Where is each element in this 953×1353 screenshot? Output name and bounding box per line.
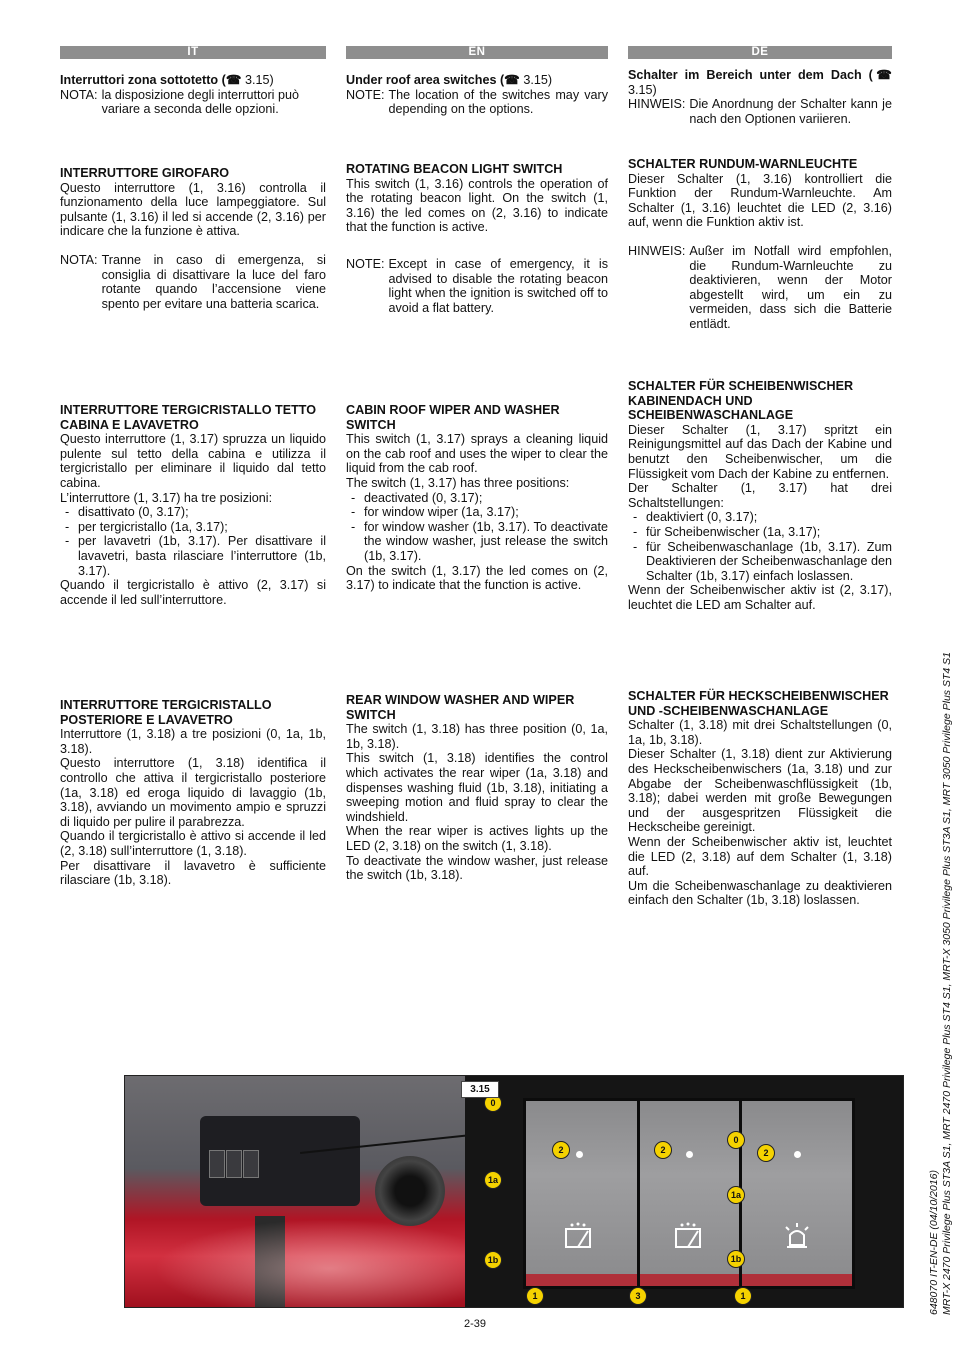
- callout-2: 2: [552, 1141, 570, 1159]
- switch-beacon: [739, 1098, 855, 1289]
- heading-intro-it: Interruttori zona sottotetto (☎ 3.15): [60, 73, 274, 87]
- figure-label: 3.15: [461, 1081, 499, 1098]
- paragraph: Dieser Schalter (1, 3.18) dient zur Aktivierung des Heckscheibenwischers (1a, 3.18) und zur Abgabe der Scheibenwaschflüssigkeit (1b, 3.18); dabei werden mit große Bewegungen und der ausgespritzen Flüssigkeit die Heckscheibe gereinigt.: [628, 747, 892, 835]
- position-list-de: [628, 510, 892, 583]
- camera-icon: ☎: [504, 73, 520, 87]
- heading-beacon-it: INTERRUTTORE GIROFARO: [60, 166, 230, 180]
- callout-2: 2: [757, 1144, 775, 1162]
- heading-intro-de: Schalter im Bereich unter dem Dach (☎ 3.15): [628, 68, 892, 97]
- note-it: NOTA: la disposizione degli interruttori può variare a seconda delle opzioni.: [60, 87, 299, 117]
- callout-2: 2: [654, 1141, 672, 1159]
- paragraph: Interruttore (1, 3.18) a tre posizioni (0, 1a, 1b, 3.18).: [60, 727, 326, 756]
- paragraph: This switch (1, 3.18) identifies the control which activates the rear wiper (1a, 3.18) and dispenses washing fluid (1b, 3.18), initiating a sweeping motion and fluid spray to clear the windshield.: [346, 751, 608, 824]
- callout-1: 1: [526, 1287, 544, 1305]
- note-beacon-it: NOTA: Tranne in caso di emergenza, si consiglia di disattivare la luce del faro rotante quando l’accensione viene spento per evitare una batteria scarica.: [60, 252, 326, 311]
- section-beacon-it: [60, 166, 326, 311]
- heading-beacon-de: SCHALTER RUNDUM-WARNLEUCHTE: [628, 157, 858, 171]
- wiper-icon: [562, 1221, 596, 1251]
- paragraph: Questo interruttore (1, 3.16) controlla il funzionamento della luce lampeggiatore. Sul pulsante (1, 3.16) il led si accende (2, 3.16) per indicare che la funzione è attiva.: [60, 180, 326, 239]
- paragraph: Wenn der Scheibenwischer aktiv ist (2, 3.17), leuchtet die LED am Schalter auf.: [628, 583, 892, 612]
- language-header-it: IT: [60, 46, 326, 59]
- heading-roof-wiper-de: SCHALTER FÜR SCHEIBENWISCHER KABINENDACH UND SCHEIBENWASCHANLAGE: [628, 379, 854, 423]
- list-item: - deaktiviert (0, 3.17);: [628, 510, 892, 525]
- list-item: - for window wiper (1a, 3.17);: [346, 505, 608, 520]
- note-de: HINWEIS: Die Anordnung der Schalter kann je nach den Optionen variieren.: [628, 97, 892, 126]
- section-roof-wiper-it: [60, 403, 326, 607]
- camera-icon: ☎: [872, 68, 892, 82]
- list-item: - per lavavetri (1b, 3.17). Per disattivare il lavavetri, basta rilasciare l’interruttore (1b, 3.17).: [60, 534, 326, 578]
- callout-0: 0: [727, 1131, 745, 1149]
- paragraph: Dieser Schalter (1, 3.17) spritzt ein Reinigungsmittel auf das Dach der Kabine und benutzt den Scheibenwischer, um die Flüssigkeit vom Dach der Kabine zu entfernen.: [628, 422, 892, 481]
- paragraph: Um die Scheibenwaschanlage zu deaktivieren einfach den Schalter (1b, 3.18) loslassen.: [628, 878, 892, 908]
- column-it: [60, 46, 326, 888]
- highlight: [125, 1211, 465, 1307]
- intro-de: [628, 68, 892, 126]
- section-beacon-en: [346, 162, 608, 315]
- intro-en: [346, 73, 608, 117]
- switch-roof-wiper: [523, 1098, 641, 1289]
- wiper-icon: [672, 1221, 706, 1251]
- paragraph: Per disattivare il lavavetro è sufficiente rilasciare (1b, 3.18).: [60, 858, 326, 888]
- camera-icon: ☎: [225, 73, 242, 87]
- callout-3: 3: [629, 1287, 647, 1305]
- cab-photo: [125, 1076, 465, 1307]
- list-item: - for window washer (1b, 3.17). To deactivate the window washer, just release the switch (1b, 3.17).: [346, 520, 608, 564]
- paragraph: Wenn der Scheibenwischer aktiv ist, leuchtet die LED (2, 3.18) auf dem Schalter (1, 3.18) auf.: [628, 834, 892, 879]
- language-header-en: EN: [346, 46, 608, 59]
- photo-switch: [226, 1150, 242, 1178]
- callout-1a: 1a: [484, 1171, 502, 1189]
- paragraph: The switch (1, 3.17) has three positions:: [346, 475, 570, 490]
- photo-switch: [209, 1150, 225, 1178]
- paragraph: On the switch (1, 3.17) the led comes on (2, 3.17) to indicate that the function is active.: [346, 563, 608, 593]
- beacon-icon: [780, 1221, 814, 1251]
- side-footer: [928, 652, 953, 1315]
- callout-1a: 1a: [727, 1186, 745, 1204]
- figure-switches: [124, 1075, 904, 1308]
- list-item: - deactivated (0, 3.17);: [346, 491, 608, 506]
- model-list: MRT-X 2470 Privilege Plus ST3A S1, MRT 2470 Privilege Plus ST4 S1, MRT-X 3050 Privilege Plus ST3A S1, MRT 3050 Privilege Plus ST4 S1: [940, 652, 953, 1315]
- heading-intro-en: Under roof area switches (☎ 3.15): [346, 73, 553, 87]
- heading-beacon-en: ROTATING BEACON LIGHT SWITCH: [346, 162, 563, 176]
- heading-rear-wiper-de: SCHALTER FÜR HECKSCHEIBENWISCHER UND -SCHEIBENWASCHANLAGE: [628, 689, 889, 718]
- heading-rear-wiper-en: REAR WINDOW WASHER AND WIPER SWITCH: [346, 693, 575, 722]
- paragraph: Questo interruttore (1, 3.17) spruzza un liquido pulente sul tetto della cabina e utilizza il tergicristallo per eliminare il liquido dal tetto cabina.: [60, 432, 326, 490]
- section-roof-wiper-de: [628, 379, 892, 613]
- heading-roof-wiper-en: CABIN ROOF WIPER AND WASHER SWITCH: [346, 403, 560, 432]
- switch-closeup: [465, 1076, 903, 1307]
- column-en: [346, 46, 608, 883]
- section-beacon-de: [628, 157, 892, 332]
- list-item: - per tergicristallo (1a, 3.17);: [60, 520, 326, 535]
- led-indicator: [686, 1151, 693, 1158]
- led-indicator: [794, 1151, 801, 1158]
- column-de: [628, 46, 892, 908]
- note-beacon-en: NOTE: Except in case of emergency, it is advised to disable the rotating beacon light when the ignition is switched off to avoid a flat battery.: [346, 256, 608, 315]
- section-rear-wiper-en: [346, 693, 608, 883]
- paragraph: Quando il tergicristallo è attivo (2, 3.17) si accende il led sull’interruttore.: [60, 578, 326, 607]
- paragraph: Dieser Schalter (1, 3.16) kontrolliert die Funktion der Rundum-Warnleuchte. Am Schalter (1, 3.16) leuchtet die LED (2, 3.16) auf, wenn die Funktion aktiv ist.: [628, 171, 892, 230]
- heading-rear-wiper-it: INTERRUTTORE TERGICRISTALLO POSTERIORE E LAVAVETRO: [60, 698, 272, 727]
- note-en: NOTE: The location of the switches may vary depending on the options.: [346, 87, 608, 117]
- red-strip: [742, 1274, 852, 1286]
- paragraph: This switch (1, 3.17) sprays a cleaning liquid on the cab roof and uses the wiper to clear the liquid from the cab roof.: [346, 432, 608, 476]
- paragraph: To deactivate the window washer, just release the switch (1b, 3.18).: [346, 853, 608, 883]
- heading-roof-wiper-it: INTERRUTTORE TERGICRISTALLO TETTO CABINA E LAVAVETRO: [60, 403, 317, 432]
- red-strip: [640, 1274, 740, 1286]
- position-list-en: [346, 491, 608, 564]
- list-item: - disattivato (0, 3.17);: [60, 505, 326, 520]
- language-header-de: DE: [628, 46, 892, 59]
- paragraph: Schalter (1, 3.18) mit drei Schaltstellungen (0, 1a, 1b, 3.18).: [628, 718, 892, 747]
- section-rear-wiper-de: [628, 689, 892, 908]
- paragraph: L’interruttore (1, 3.17) ha tre posizioni:: [60, 490, 273, 505]
- callout-0: 0: [484, 1094, 502, 1112]
- callout-1b: 1b: [727, 1250, 745, 1268]
- led-indicator: [576, 1151, 583, 1158]
- paragraph: Der Schalter (1, 3.17) hat drei Schaltstellungen:: [628, 481, 892, 510]
- list-item: - für Scheibenwaschanlage (1b, 3.17). Zum Deaktivieren der Scheibenwaschanlage den Schalter (1b, 3.17) einfach loslassen.: [628, 540, 892, 584]
- paragraph: Questo interruttore (1, 3.18) identifica il controllo che attiva il tergicristallo posteriore (1a, 3.18) ed eroga liquido di lavaggio (1b, 3.18), avviando un movimento ampio e spruzzi di liquido per pulire il parabrezza.: [60, 756, 326, 829]
- paragraph: The switch (1, 3.18) has three position (0, 1a, 1b, 3.18).: [346, 722, 608, 751]
- page-number: 2-39: [463, 1318, 487, 1330]
- callout-1: 1: [734, 1287, 752, 1305]
- red-strip: [526, 1274, 638, 1286]
- paragraph: When the rear wiper is actives lights up the LED (2, 3.18) on the switch (1, 3.18).: [346, 824, 608, 853]
- section-roof-wiper-en: [346, 403, 608, 593]
- section-rear-wiper-it: [60, 698, 326, 888]
- document-code: 648070 IT-EN-DE (04/10/2016): [928, 1170, 940, 1315]
- position-list-it: [60, 505, 326, 578]
- callout-1b: 1b: [484, 1251, 502, 1269]
- list-item: - für Scheibenwischer (1a, 3.17);: [628, 525, 892, 540]
- photo-switch: [243, 1150, 259, 1178]
- paragraph: This switch (1, 3.16) controls the operation of the rotating beacon light. On the switch (1, 3.16) the led comes on (2, 3.16) to indicate that the function is active.: [346, 176, 608, 235]
- note-beacon-de: HINWEIS: Außer im Notfall wird empfohlen, die Rundum-Warnleuchte zu deaktivieren, wenn der Motor abgestellt wird, um ein zu vermeiden, dass sich die Batterie entlädt.: [628, 243, 892, 331]
- intro-it: [60, 73, 326, 117]
- paragraph: Quando il tergicristallo è attivo si accende il led (2, 3.18) sull’interruttore (1, 3.18).: [60, 829, 326, 858]
